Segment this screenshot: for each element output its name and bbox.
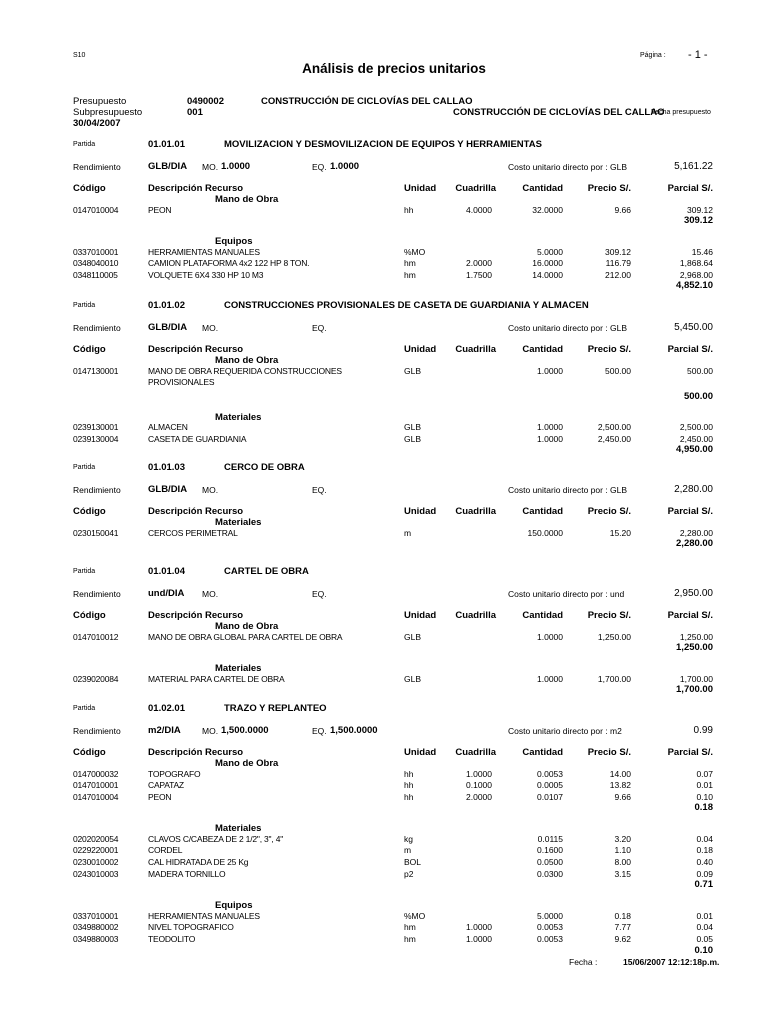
row-unit: hm (404, 269, 416, 280)
rendimiento-label: Rendimiento (73, 589, 121, 599)
row-desc: CAPATAZ (148, 780, 184, 791)
group-title: Mano de Obra (215, 194, 279, 205)
row-desc: HERRAMIENTAS MANUALES (148, 246, 260, 257)
row-cantidad: 0.0300 (537, 868, 563, 879)
col-cantidad: Cantidad (522, 344, 563, 355)
row-cuadrilla: 1.7500 (466, 269, 492, 280)
row-cuadrilla: 0.1000 (466, 780, 492, 791)
row-parcial: 309.12 (687, 204, 713, 215)
rendimiento-label: Rendimiento (73, 485, 121, 495)
cost-value: 5,161.22 (674, 161, 713, 172)
partida-label: Partida (73, 464, 96, 471)
row-cantidad: 150.0000 (527, 527, 563, 538)
eq-label: EQ. (312, 323, 327, 333)
col-cuadrilla: Cuadrilla (455, 506, 496, 517)
row-cantidad: 1.0000 (537, 673, 563, 684)
mo-label: MO. (202, 162, 219, 172)
row-unit: kg (404, 833, 413, 844)
row-code: 0147010012 (73, 631, 119, 642)
row-desc: VOLQUETE 6X4 330 HP 10 M3 (148, 269, 264, 280)
row-precio: 212.00 (605, 269, 631, 280)
group-subtotal: 1,250.00 (676, 642, 713, 654)
group-title: Mano de Obra (215, 355, 279, 366)
row-cantidad: 16.0000 (532, 258, 563, 269)
group-subtotal: 0.18 (694, 802, 713, 814)
row-code: 0239130001 (73, 422, 119, 433)
presupuesto-label: Presupuesto (73, 96, 127, 107)
rendimiento-unit: m2/DIA (148, 725, 181, 736)
cost-label: Costo unitario directo por : GLB (508, 323, 628, 333)
row-code: 0147130001 (73, 365, 119, 376)
row-precio: 3.15 (614, 868, 631, 879)
row-precio: 2,450.00 (597, 433, 631, 444)
row-desc: CASETA DE GUARDIANIA (148, 433, 247, 444)
col-cantidad: Cantidad (522, 506, 563, 517)
col-descripcion: Descripción Recurso (148, 610, 244, 621)
row-desc-cont: PROVISIONALES (148, 377, 215, 388)
col-cuadrilla: Cuadrilla (455, 344, 496, 355)
row-code: 0239130004 (73, 433, 119, 444)
row-precio: 7.77 (614, 922, 631, 933)
partida-name: CARTEL DE OBRA (224, 566, 309, 577)
row-desc: CLAVOS C/CABEZA DE 2 1/2", 3", 4" (148, 833, 284, 844)
row-cuadrilla: 1.0000 (466, 922, 492, 933)
col-codigo: Código (73, 506, 106, 517)
partida-name: TRAZO Y REPLANTEO (224, 703, 327, 714)
mo-label: MO. (202, 485, 219, 495)
col-precio: Precio S/. (587, 610, 631, 621)
partida-code: 01.02.01 (148, 703, 185, 714)
partida-name: CONSTRUCCIONES PROVISIONALES DE CASETA DE GUARDIANIA Y ALMACEN (224, 300, 589, 311)
row-cantidad: 1.0000 (537, 422, 563, 433)
row-desc: TOPOGRAFO (148, 768, 201, 779)
col-parcial: Parcial S/. (667, 747, 713, 758)
group-title: Materiales (215, 411, 262, 423)
row-unit: GLB (404, 365, 422, 376)
row-parcial: 0.18 (696, 845, 713, 856)
rendimiento-label: Rendimiento (73, 162, 121, 172)
group-subtotal: 0.71 (694, 879, 713, 891)
cost-label: Costo unitario directo por : GLB (508, 485, 628, 495)
row-unit: GLB (404, 422, 422, 433)
cost-label: Costo unitario directo por : und (508, 589, 625, 599)
col-unidad: Unidad (404, 610, 437, 621)
row-unit: hh (404, 204, 414, 215)
row-parcial: 2,280.00 (679, 527, 713, 538)
eq-label: EQ. (312, 485, 327, 495)
partida-code: 01.01.01 (148, 139, 185, 150)
col-cantidad: Cantidad (522, 610, 563, 621)
partida-label: Partida (73, 141, 96, 148)
row-cantidad: 0.0115 (537, 833, 563, 844)
row-parcial: 0.01 (696, 780, 713, 791)
row-cantidad: 5.0000 (537, 246, 563, 257)
row-parcial: 1,868.64 (679, 258, 713, 269)
col-descripcion: Descripción Recurso (148, 183, 244, 194)
col-unidad: Unidad (404, 506, 437, 517)
rendimiento-unit: GLB/DIA (148, 322, 188, 333)
subpresupuesto-label: Subpresupuesto (73, 107, 143, 118)
cost-value: 0.99 (693, 725, 713, 736)
row-code: 0337010001 (73, 910, 119, 921)
eq-value: 1,500.0000 (330, 725, 378, 736)
rendimiento-label: Rendimiento (73, 726, 121, 736)
row-unit: hh (404, 768, 414, 779)
row-cantidad: 0.0107 (537, 791, 563, 802)
col-codigo: Código (73, 747, 106, 758)
row-desc: PEON (148, 204, 172, 215)
row-cuadrilla: 1.0000 (466, 933, 492, 944)
group-title: Materiales (215, 823, 262, 835)
col-parcial: Parcial S/. (667, 610, 713, 621)
group-subtotal: 500.00 (683, 390, 713, 402)
col-parcial: Parcial S/. (667, 183, 713, 194)
group-title: Mano de Obra (215, 621, 279, 632)
row-code: 0202020054 (73, 833, 119, 844)
row-unit: p2 (404, 868, 414, 879)
cost-value: 2,280.00 (674, 484, 713, 495)
col-cuadrilla: Cuadrilla (455, 610, 496, 621)
row-code: 0229220001 (73, 845, 119, 856)
presupuesto-code: 0490002 (187, 96, 224, 107)
row-parcial: 1,250.00 (679, 631, 713, 642)
eq-label: EQ. (312, 726, 327, 736)
row-parcial: 2,450.00 (679, 433, 713, 444)
presupuesto-name: CONSTRUCCIÓN DE CICLOVÍAS DEL CALLAO (261, 96, 473, 107)
partida-name: CERCO DE OBRA (224, 462, 305, 473)
group-subtotal: 4,852.10 (676, 280, 713, 292)
row-precio: 2,500.00 (597, 422, 631, 433)
col-cuadrilla: Cuadrilla (455, 183, 496, 194)
group-subtotal: 2,280.00 (676, 538, 713, 550)
eq-label: EQ. (312, 589, 327, 599)
row-precio: 9.66 (614, 204, 631, 215)
row-parcial: 1,700.00 (679, 673, 713, 684)
row-code: 0348110005 (73, 269, 118, 280)
col-descripcion: Descripción Recurso (148, 506, 244, 517)
row-unit: m (404, 845, 412, 856)
row-cantidad: 1.0000 (537, 631, 563, 642)
col-codigo: Código (73, 344, 106, 355)
col-cantidad: Cantidad (522, 747, 563, 758)
row-code: 0147010004 (73, 791, 119, 802)
row-cantidad: 0.1600 (537, 845, 563, 856)
row-unit: BOL (404, 857, 422, 867)
row-unit: hh (404, 780, 414, 791)
row-parcial: 500.00 (687, 365, 713, 376)
col-cuadrilla: Cuadrilla (455, 747, 496, 758)
row-unit: hm (404, 258, 416, 269)
row-desc: CAMION PLATAFORMA 4x2 122 HP 8 TON. (148, 258, 310, 269)
row-desc: HERRAMIENTAS MANUALES (148, 910, 260, 921)
row-desc: ALMACEN (148, 422, 188, 433)
row-precio: 1,700.00 (597, 673, 631, 684)
row-parcial: 0.04 (696, 922, 713, 933)
page-title: Análisis de precios unitarios (302, 61, 486, 76)
subpresupuesto-name: CONSTRUCCIÓN DE CICLOVÍAS DEL CALLAO (453, 107, 665, 118)
page-label: Página : (640, 52, 666, 59)
row-code: 0337010001 (73, 246, 119, 257)
rendimiento-unit: GLB/DIA (148, 161, 188, 172)
row-code: 0348040010 (73, 258, 119, 269)
col-unidad: Unidad (404, 183, 437, 194)
group-title: Equipos (215, 900, 253, 912)
eq-label: EQ. (312, 162, 327, 172)
col-unidad: Unidad (404, 344, 437, 355)
row-code: 0349880003 (73, 933, 119, 944)
row-desc: PEON (148, 791, 172, 802)
row-desc: CORDEL (148, 845, 183, 856)
subpresupuesto-code: 001 (187, 107, 203, 118)
group-subtotal: 309.12 (683, 215, 713, 227)
mo-label: MO. (202, 589, 219, 599)
row-cantidad: 32.0000 (532, 204, 563, 215)
row-parcial: 0.40 (696, 857, 713, 867)
row-code: 0349880002 (73, 922, 119, 933)
row-precio: 1,250.00 (597, 631, 631, 642)
partida-label: Partida (73, 705, 96, 712)
group-title: Equipos (215, 236, 253, 248)
row-code: 0230010002 (73, 857, 119, 867)
row-parcial: 2,968.00 (679, 269, 713, 280)
row-desc: MATERIAL PARA CARTEL DE OBRA (148, 673, 285, 684)
mo-label: MO. (202, 726, 219, 736)
row-desc: MANO DE OBRA GLOBAL PARA CARTEL DE OBRA (148, 631, 343, 642)
row-precio: 116.79 (605, 258, 631, 269)
row-cuadrilla: 2.0000 (466, 258, 492, 269)
rendimiento-unit: und/DIA (148, 588, 185, 599)
row-parcial: 0.04 (696, 833, 713, 844)
row-code: 0243010003 (73, 868, 119, 879)
row-precio: 500.00 (605, 365, 631, 376)
row-precio: 309.12 (605, 246, 631, 257)
row-cantidad: 0.0005 (537, 780, 563, 791)
col-codigo: Código (73, 183, 106, 194)
row-precio: 3.20 (614, 833, 631, 844)
col-descripcion: Descripción Recurso (148, 747, 244, 758)
row-cantidad: 0.0053 (537, 922, 563, 933)
col-parcial: Parcial S/. (667, 344, 713, 355)
row-unit: hh (404, 791, 414, 802)
cost-label: Costo unitario directo por : GLB (508, 162, 628, 172)
row-cuadrilla: 2.0000 (466, 791, 492, 802)
group-subtotal: 1,700.00 (676, 684, 713, 696)
page-number: - 1 - (688, 49, 708, 61)
rendimiento-label: Rendimiento (73, 323, 121, 333)
col-precio: Precio S/. (587, 183, 631, 194)
row-precio: 9.62 (614, 933, 631, 944)
row-desc: MADERA TORNILLO (148, 868, 226, 879)
row-desc: CAL HIDRATADA DE 25 Kg (148, 857, 249, 867)
row-precio: 8.00 (614, 857, 631, 867)
row-desc: TEODOLITO (148, 933, 196, 944)
mo-label: MO. (202, 323, 219, 333)
mo-value: 1.0000 (221, 161, 251, 172)
partida-code: 01.01.04 (148, 566, 185, 577)
fecha-label: Fecha : (569, 957, 598, 967)
row-cantidad: 0.0053 (537, 768, 563, 779)
row-unit: GLB (404, 631, 422, 642)
group-subtotal: 4,950.00 (676, 444, 713, 456)
col-codigo: Código (73, 610, 106, 621)
row-code: 0239020084 (73, 673, 119, 684)
row-precio: 13.82 (609, 780, 631, 791)
group-title: Materiales (215, 663, 262, 675)
row-cantidad: 1.0000 (537, 433, 563, 444)
col-precio: Precio S/. (587, 344, 631, 355)
row-cantidad: 5.0000 (537, 910, 563, 921)
row-precio: 0.18 (614, 910, 631, 921)
budget-date: 30/04/2007 (73, 118, 121, 129)
row-unit: hm (404, 933, 416, 944)
mo-value: 1,500.0000 (221, 725, 269, 736)
eq-value: 1.0000 (330, 161, 360, 172)
col-unidad: Unidad (404, 747, 437, 758)
row-precio: 14.00 (609, 768, 631, 779)
partida-code: 01.01.03 (148, 462, 185, 473)
cost-label: Costo unitario directo por : m2 (508, 726, 622, 736)
row-precio: 1.10 (614, 845, 631, 856)
row-unit: %MO (404, 246, 426, 257)
row-unit: GLB (404, 433, 422, 444)
row-parcial: 0.07 (696, 768, 713, 779)
fecha-value: 15/06/2007 12:12:18p.m. (623, 957, 720, 967)
col-precio: Precio S/. (587, 506, 631, 517)
group-title: Mano de Obra (215, 758, 279, 769)
col-descripcion: Descripción Recurso (148, 344, 244, 355)
row-precio: 9.66 (614, 791, 631, 802)
partida-code: 01.01.02 (148, 300, 185, 311)
row-unit: m (404, 527, 412, 538)
row-cantidad: 1.0000 (537, 365, 563, 376)
row-parcial: 0.09 (696, 868, 713, 879)
group-subtotal: 0.10 (694, 944, 713, 956)
row-cantidad: 0.0053 (537, 933, 563, 944)
row-code: 0147010004 (73, 204, 119, 215)
col-parcial: Parcial S/. (667, 506, 713, 517)
row-desc: NIVEL TOPOGRAFICO (148, 922, 234, 933)
row-cuadrilla: 1.0000 (466, 768, 492, 779)
partida-label: Partida (73, 302, 96, 309)
row-code: 0230150041 (73, 527, 119, 538)
col-precio: Precio S/. (587, 747, 631, 758)
row-parcial: 0.01 (696, 910, 713, 921)
row-parcial: 15.46 (691, 246, 713, 257)
cost-value: 5,450.00 (674, 322, 713, 333)
row-parcial: 0.10 (696, 791, 713, 802)
rendimiento-unit: GLB/DIA (148, 484, 188, 495)
fecha-presupuesto-label: Fecha presupuesto (651, 109, 711, 116)
row-precio: 15.20 (609, 527, 631, 538)
row-cantidad: 0.0500 (537, 857, 563, 867)
partida-name: MOVILIZACION Y DESMOVILIZACION DE EQUIPOS Y HERRAMIENTAS (224, 139, 542, 150)
row-unit: hm (404, 922, 416, 933)
cost-value: 2,950.00 (674, 588, 713, 599)
group-title: Materiales (215, 517, 262, 528)
row-desc: CERCOS PERIMETRAL (148, 527, 238, 538)
system-code: S10 (73, 52, 86, 59)
row-unit: GLB (404, 673, 422, 684)
row-code: 0147010001 (73, 780, 119, 791)
col-cantidad: Cantidad (522, 183, 563, 194)
row-parcial: 0.05 (696, 933, 713, 944)
partida-label: Partida (73, 568, 96, 575)
row-code: 0147000032 (73, 768, 119, 779)
row-parcial: 2,500.00 (679, 422, 713, 433)
row-cuadrilla: 4.0000 (466, 204, 492, 215)
row-unit: %MO (404, 910, 426, 921)
row-cantidad: 14.0000 (532, 269, 563, 280)
row-desc: MANO DE OBRA REQUERIDA CONSTRUCCIONES (148, 365, 342, 376)
